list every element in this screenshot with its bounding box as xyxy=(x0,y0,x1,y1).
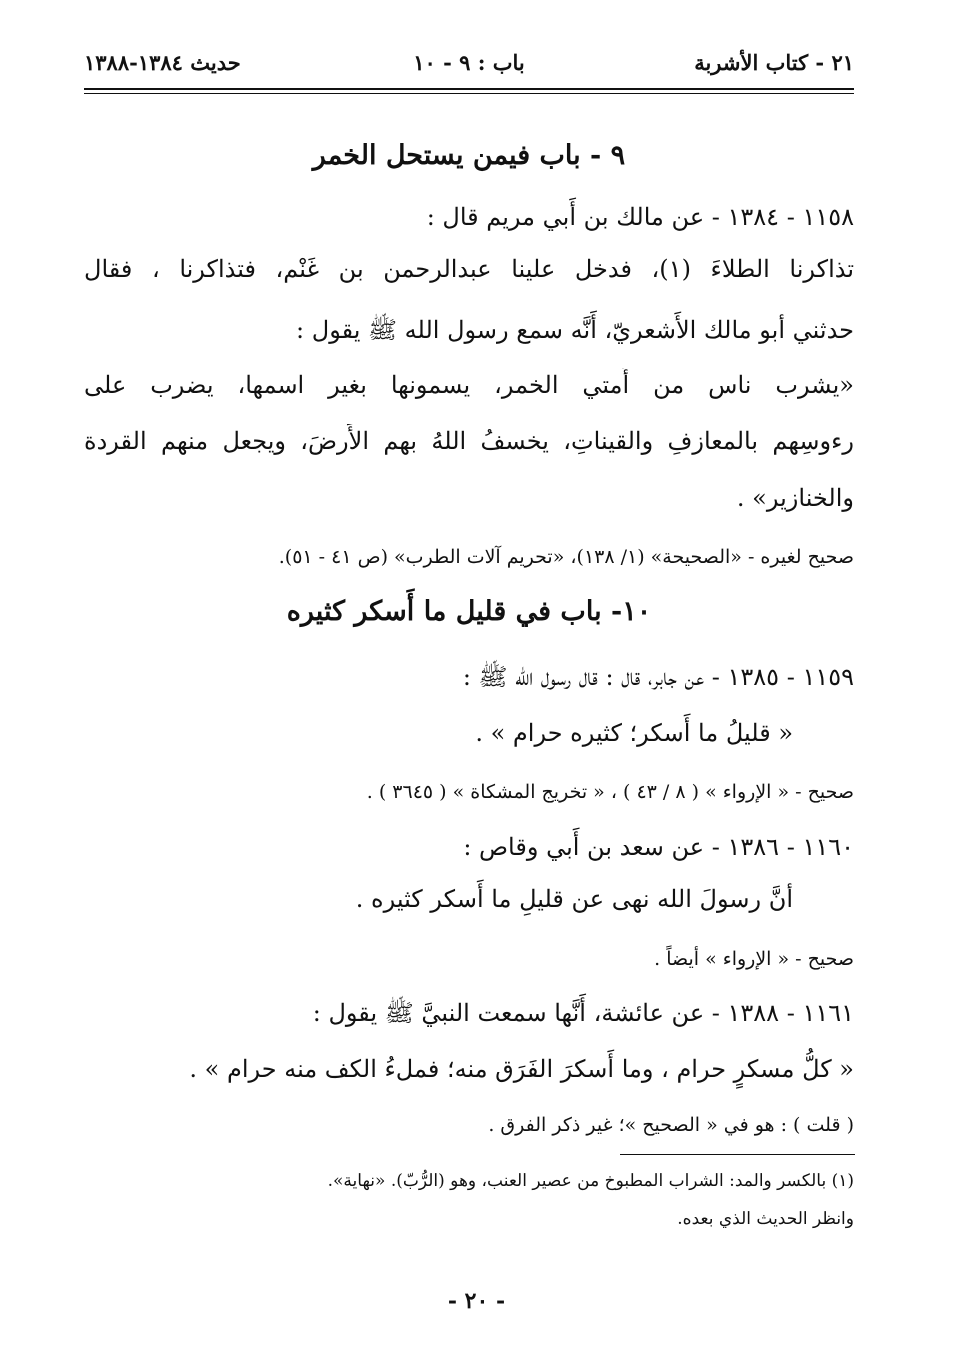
hadith-1159-grading: صحيح - « الإرواء » ( ٨ / ٤٣ ) ، « تخريج المشكاة » ( ٣٦٤٥ ) . xyxy=(366,781,854,803)
hadith-1158-line-5: والخنازير» . xyxy=(736,484,854,512)
hadith-1158-line-1: تذاكرنا الطلاءَ (١)، فدخل علينا عبدالرحمن بن غَنْم، فتذاكرنا ، فقال xyxy=(84,255,854,283)
section-10-title: ١٠- باب في قليل ما أَسكر كثيره xyxy=(286,596,652,627)
hadith-1158-line-3: «يشرب ناس من أُمتي الخمر، يسمونها بغير اسمها، يضرب على xyxy=(84,371,854,399)
header-chapter: باب : ٩ - ١٠ xyxy=(413,50,525,75)
hadith-1161-matn: « كلُّ مسكرٍ حرام ، وما أَسكرَ الفَرَق منه؛ فملءُ الكف منه حرام » . xyxy=(189,1055,854,1083)
footnote-separator xyxy=(620,1154,855,1155)
footnote-1-continuation: وانظر الحديث الذي بعده. xyxy=(677,1209,854,1229)
hadith-1161-note: ( قلت ) : هو في « الصحيح »؛ غير ذكر الفرق . xyxy=(488,1114,854,1136)
header-rule-thin xyxy=(84,93,854,94)
hadith-1159-isnad: ١١٥٩ - ١٣٨٥ - عن جابر، قال : قال رسول الله ﷺ : xyxy=(462,663,854,691)
header-rule-thick xyxy=(84,88,854,90)
hadith-1160-matn: أنَّ رسولَ الله نهى عن قليلِ ما أَسكر كثيره . xyxy=(355,885,793,913)
header-book-title: ٢١ - كتاب الأشربة xyxy=(694,50,854,75)
hadith-1158-grading: صحيح لغيره - «الصحيحة» (١/ ١٣٨)، «تحريم آلات الطرب» (ص ٤١ - ٥١). xyxy=(278,546,854,568)
header-hadith-range: حديث ١٣٨٤-١٣٨٨ xyxy=(84,50,241,75)
hadith-1158-line-2: حدثني أبو مالك الأَشعريّ، أَنَّه سمع رسول الله ﷺ يقول : xyxy=(296,316,854,344)
running-header xyxy=(84,50,854,86)
hadith-1158-line-4: رءوسِهم بالمعازفِ والقيناتِ، يخسفُ اللهُ بهم الأَرضَ، ويجعل منهم القردة xyxy=(84,427,854,455)
hadith-1159-matn: « قليلُ ما أَسكر؛ كثيره حرام » . xyxy=(475,719,793,747)
footnote-1: (١) بالكسر والمد: الشراب المطبوخ من عصير العنب، وهو (الرُّبّ). «نهاية». xyxy=(327,1171,854,1191)
hadith-1160-grading: صحيح - « الإرواء » أيضاً . xyxy=(654,948,854,970)
hadith-1158-isnad: ١١٥٨ - ١٣٨٤ - عن مالك بن أَبي مريم قال : xyxy=(426,203,854,231)
section-9-title: ٩ - باب فيمن يستحل الخمر xyxy=(312,140,626,171)
hadith-1160-isnad: ١١٦٠ - ١٣٨٦ - عن سعد بن أَبي وقاص : xyxy=(463,833,854,861)
page-number: - ٢٠ - xyxy=(447,1288,506,1314)
hadith-1161-isnad: ١١٦١ - ١٣٨٨ - عن عائشة، أَنَّها سمعت النبيَّ ﷺ يقول : xyxy=(312,999,854,1027)
